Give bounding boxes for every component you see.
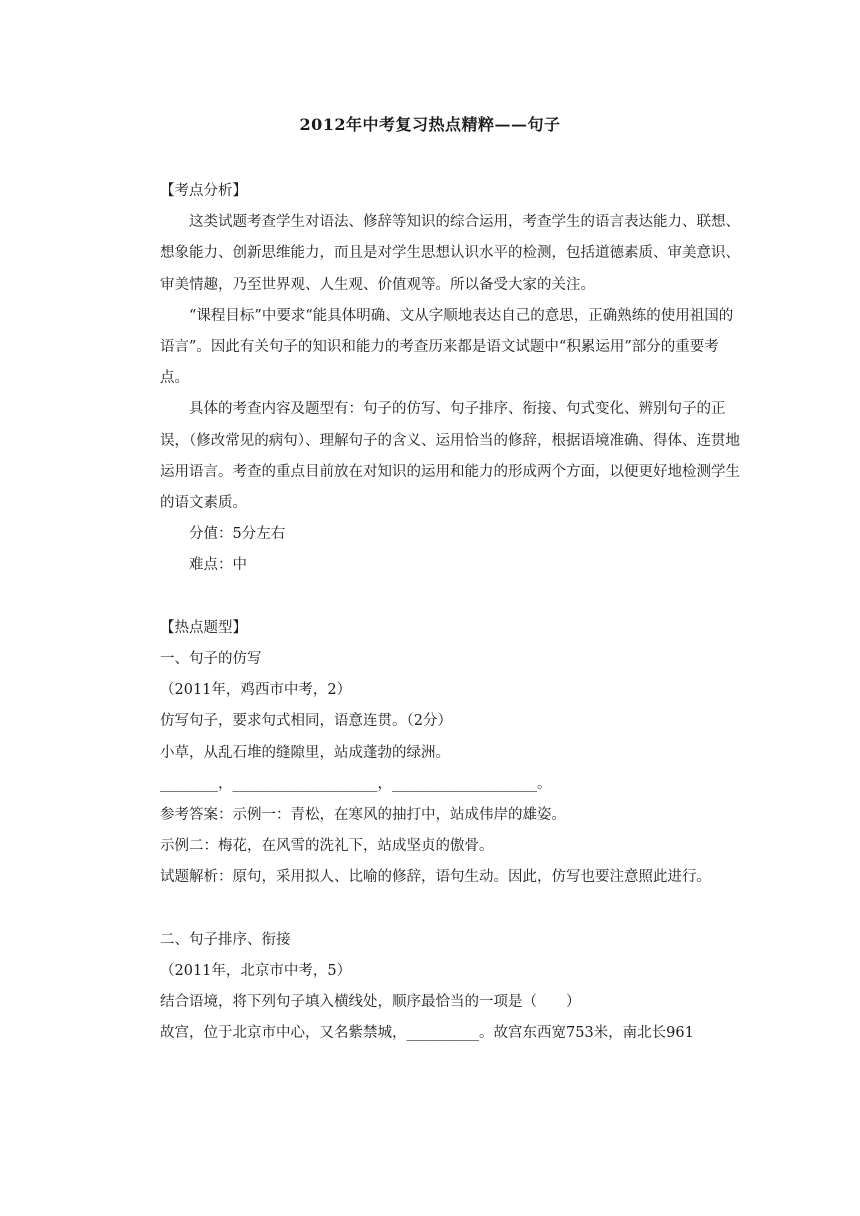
question-1-source: （2011年，鸡西市中考，2） xyxy=(160,682,352,699)
document-body xyxy=(160,176,740,1050)
question-2-text: 故宫，位于北京市中心，又名紫禁城，__________。故宫东西宽753米，南北长961 xyxy=(160,1025,694,1042)
question-spacer xyxy=(160,894,740,925)
question-1-answer-1: 参考答案：示例一：青松，在寒风的抽打中，站成伟岸的雄姿。 xyxy=(160,807,566,824)
document-title: 2012年中考复习热点精粹——句子 xyxy=(299,115,561,134)
section-spacer xyxy=(160,582,740,613)
section-heading-hot-topics: 【热点题型】 xyxy=(160,619,247,636)
question-1-title: 一、句子的仿写 xyxy=(160,651,262,668)
difficulty-line: 难点：中 xyxy=(189,557,247,574)
analysis-paragraph-3: 具体的考查内容及题型有：句子的仿写、句子排序、衔接、句式变化、辨别句子的正误，（修改常见的病句）、理解句子的含义、运用恰当的修辞，根据语境准确、得体、连贯地运用语言。考查的重点目前放在对知识的运用和能力的形成两个方面，以便更好地检测学生的语文素质。 xyxy=(160,401,740,512)
question-2-prompt: 结合语境，将下列句子填入横线处，顺序最恰当的一项是（ ） xyxy=(160,994,581,1011)
question-1-example: 小草，从乱石堆的缝隙里，站成蓬勃的绿洲。 xyxy=(160,744,450,761)
section-heading-analysis: 【考点分析】 xyxy=(160,183,247,199)
question-2-title: 二、句子排序、衔接 xyxy=(160,931,291,948)
question-2-source: （2011年，北京市中考，5） xyxy=(160,963,352,980)
question-1-blanks: ________，____________________，____________________。 xyxy=(160,775,552,792)
question-1-answer-2: 示例二：梅花，在风雪的洗礼下，站成坚贞的傲骨。 xyxy=(160,838,494,855)
score-line: 分值：5分左右 xyxy=(189,526,286,543)
analysis-paragraph-2: “课程目标”中要求“能具体明确、文从字顺地表达自己的意思，正确熟练的使用祖国的语言”。因此有关句子的知识和能力的考查历来都是语文试题中“积累运用”部分的重要考点。 xyxy=(160,307,734,387)
question-1-prompt: 仿写句子，要求句式相同，语意连贯。（2分） xyxy=(160,713,452,730)
analysis-paragraph-1: 这类试题考查学生对语法、修辞等知识的综合运用，考查学生的语言表达能力、联想、想象能力、创新思维能力，而且是对学生思想认识水平的检测，包括道德素质、审美意识、审美情趣，乃至世界观、人生观、价值观等。所以备受大家的关注。 xyxy=(160,214,740,293)
question-1-analysis: 试题解析：原句，采用拟人、比喻的修辞，语句生动。因此，仿写也要注意照此进行。 xyxy=(160,869,711,886)
